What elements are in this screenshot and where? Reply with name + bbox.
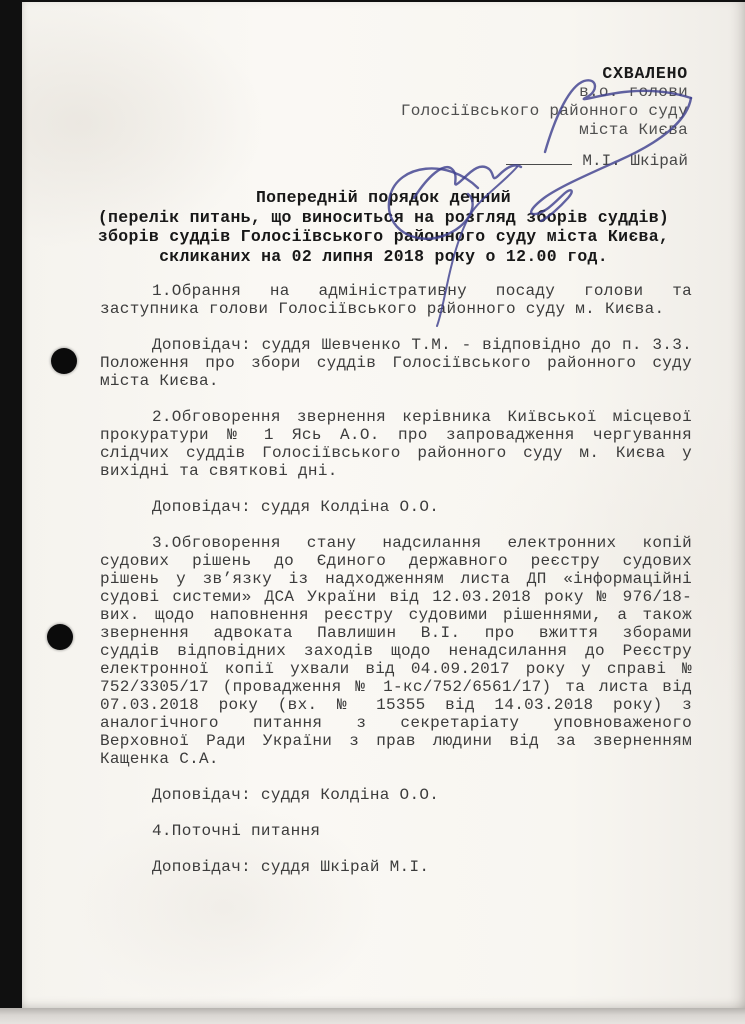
text-line: звернення адвоката Павлишин В.І. про вжиття зборами (100, 624, 692, 642)
agenda-item-1-reporter (100, 336, 692, 390)
text-line: вих. щодо наповнення реєстру судовими рішеннями, а також (100, 606, 692, 624)
text-line: слідчих суддів Голосіївського районного суду м. Києва у (100, 444, 692, 462)
text-line: 752/3305/17 (провадження № 1-кс/752/6561/17) та листа від (100, 678, 692, 696)
agenda-item-4 (100, 822, 692, 840)
signature-underline (506, 150, 572, 165)
document-title (30, 188, 737, 266)
agenda-item-3 (100, 534, 692, 768)
signature-row (401, 150, 688, 171)
text-line: Доповідач: суддя Шевченко Т.М. - відповідно до п. 3.3. (152, 336, 692, 354)
text-line: міста Києва (579, 121, 688, 139)
agenda-body (100, 282, 692, 876)
text-line: 1.Обрання на адміністративну посаду голови та (152, 282, 692, 300)
agenda-item-3-reporter (100, 786, 692, 804)
text-line: 3.Обговорення стану надсилання електронних копій (152, 534, 692, 552)
agenda-item-4-reporter (100, 858, 692, 876)
approval-signer-name: М.І. Шкірай (582, 152, 688, 170)
text-line: 07.03.2018 року (вх. № 15355 від 14.03.2018 року) з (100, 696, 692, 714)
text-line: зборів суддів Голосіївського районного суду міста Києва, (97, 227, 670, 246)
text-line: в.о. голови (579, 83, 688, 101)
text-line: аналогічного питання з секретаріату уповноваженого (100, 714, 692, 732)
approval-block (401, 64, 688, 171)
agenda-item-2-reporter (100, 498, 692, 516)
text-line: 4.Поточні питання (152, 822, 321, 840)
text-line: заступника голови Голосіївського районного суду м. Києва. (100, 300, 665, 318)
text-line: міста Києва. (100, 372, 219, 390)
approver-role (401, 83, 688, 140)
agenda-item-2 (100, 408, 692, 480)
text-line: рішень у зв’язку із надходженням листа ДП «інформаційні (100, 570, 692, 588)
text-line: скликаних на 02 липня 2018 року о 12.00 год. (159, 246, 608, 266)
text-line: Доповідач: суддя Шкірай М.І. (152, 858, 430, 876)
approval-stamp: СХВАЛЕНО (602, 64, 688, 83)
text-line: (перелік питань, що виноситься на розгляд зборів суддів) (97, 207, 670, 227)
text-line: електронної копії ухвали від 04.09.2017 року у справі № (100, 660, 692, 678)
text-line: 2.Обговорення звернення керівника Київської місцевої (152, 408, 692, 426)
text-line: Голосіївського районного суду (400, 102, 688, 120)
text-line: Попередній порядок денний (255, 188, 512, 207)
text-line: Положення про збори суддів Голосіївського районного суду (100, 354, 692, 372)
agenda-item-1 (100, 282, 692, 318)
text-line: судові системи» ДСА України від 12.03.2018 року № 976/18- (100, 588, 692, 606)
text-line: вихідні та святкові дні. (100, 462, 338, 480)
text-line: Кащенка С.А. (100, 750, 219, 768)
text-line: судових рішень до Єдиного державного реєстру судових (100, 552, 692, 570)
text-line: Верховної Ради України з прав людини від за зверненням (100, 732, 692, 750)
text-line: суддів відповідних заходів щодо ненадсилання до Реєстру (100, 642, 692, 660)
text-line: Доповідач: суддя Колдіна О.О. (152, 786, 440, 804)
text-line: Доповідач: суддя Колдіна О.О. (152, 498, 440, 516)
text-line: прокуратури № 1 Ясь А.О. про запровадження чергування (100, 426, 692, 444)
